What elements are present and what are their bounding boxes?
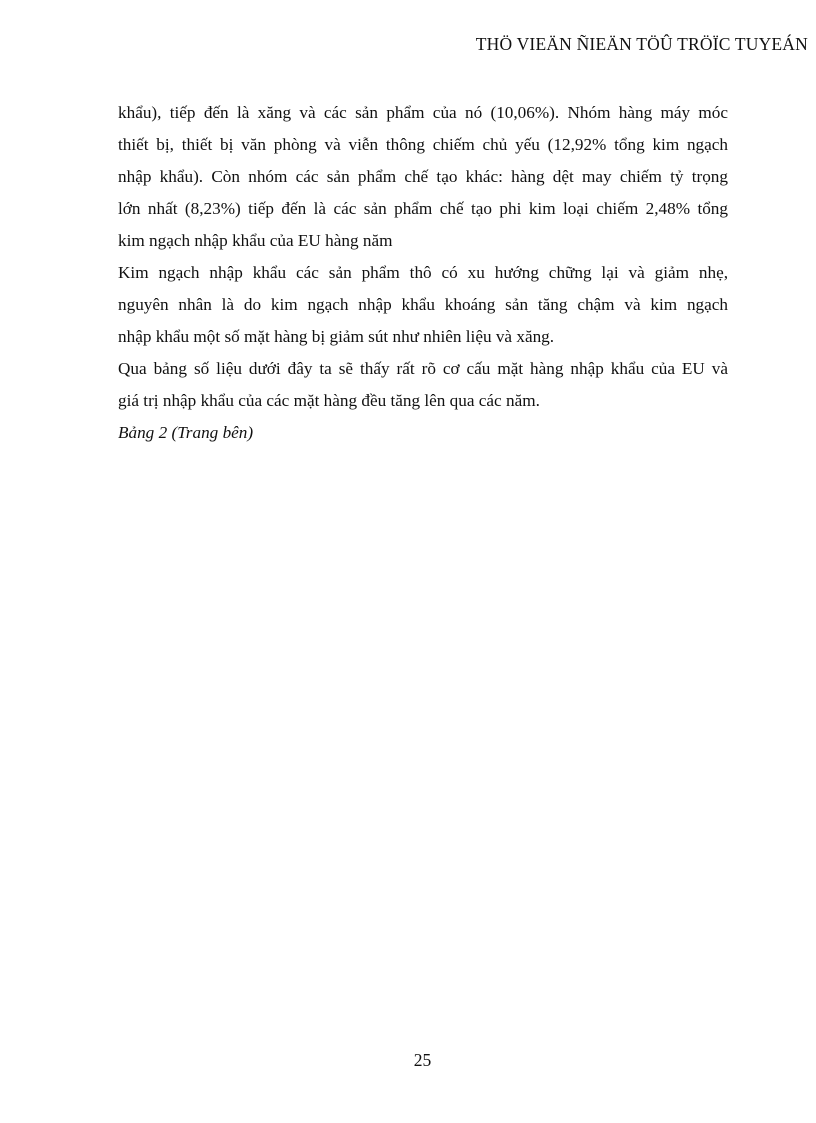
text-line: lớn nhất (8,23%) tiếp đến là các sản phẩm chế tạo phi kim loại chiếm 2,48% tổng bbox=[118, 199, 728, 218]
text-line: Qua bảng số liệu dưới đây ta sẽ thấy rất rõ cơ cấu mặt hàng nhập khẩu của EU và bbox=[118, 359, 728, 378]
paragraph-1 bbox=[118, 97, 728, 257]
paragraph-2 bbox=[118, 257, 728, 353]
text-line: khẩu), tiếp đến là xăng và các sản phẩm của nó (10,06%). Nhóm hàng máy móc bbox=[118, 103, 728, 122]
text-line: giá trị nhập khẩu của các mặt hàng đều tăng lên qua các năm. bbox=[118, 391, 540, 410]
table-caption: Bảng 2 (Trang bên) bbox=[118, 423, 254, 442]
text-line: kim ngạch nhập khẩu của EU hàng năm bbox=[118, 231, 393, 250]
paragraph-3 bbox=[118, 353, 728, 417]
body-text bbox=[118, 97, 728, 449]
text-line: thiết bị, thiết bị văn phòng và viễn thông chiếm chủ yếu (12,92% tổng kim ngạch bbox=[118, 135, 728, 154]
text-line: nhập khẩu một số mặt hàng bị giảm sút như nhiên liệu và xăng. bbox=[118, 327, 555, 346]
text-line: nguyên nhân là do kim ngạch nhập khẩu khoáng sản tăng chậm và kim ngạch bbox=[118, 295, 728, 314]
text-line: Kim ngạch nhập khẩu các sản phẩm thô có xu hướng chững lại và giảm nhẹ, bbox=[118, 263, 728, 282]
text-line: nhập khẩu). Còn nhóm các sản phẩm chế tạo khác: hàng dệt may chiếm tỷ trọng bbox=[118, 167, 728, 186]
page-number: 25 bbox=[413, 1050, 432, 1070]
running-header: THÖ VIEÄN ÑIEÄN TÖÛ TRÖÏC TUYEÁN bbox=[475, 34, 808, 54]
